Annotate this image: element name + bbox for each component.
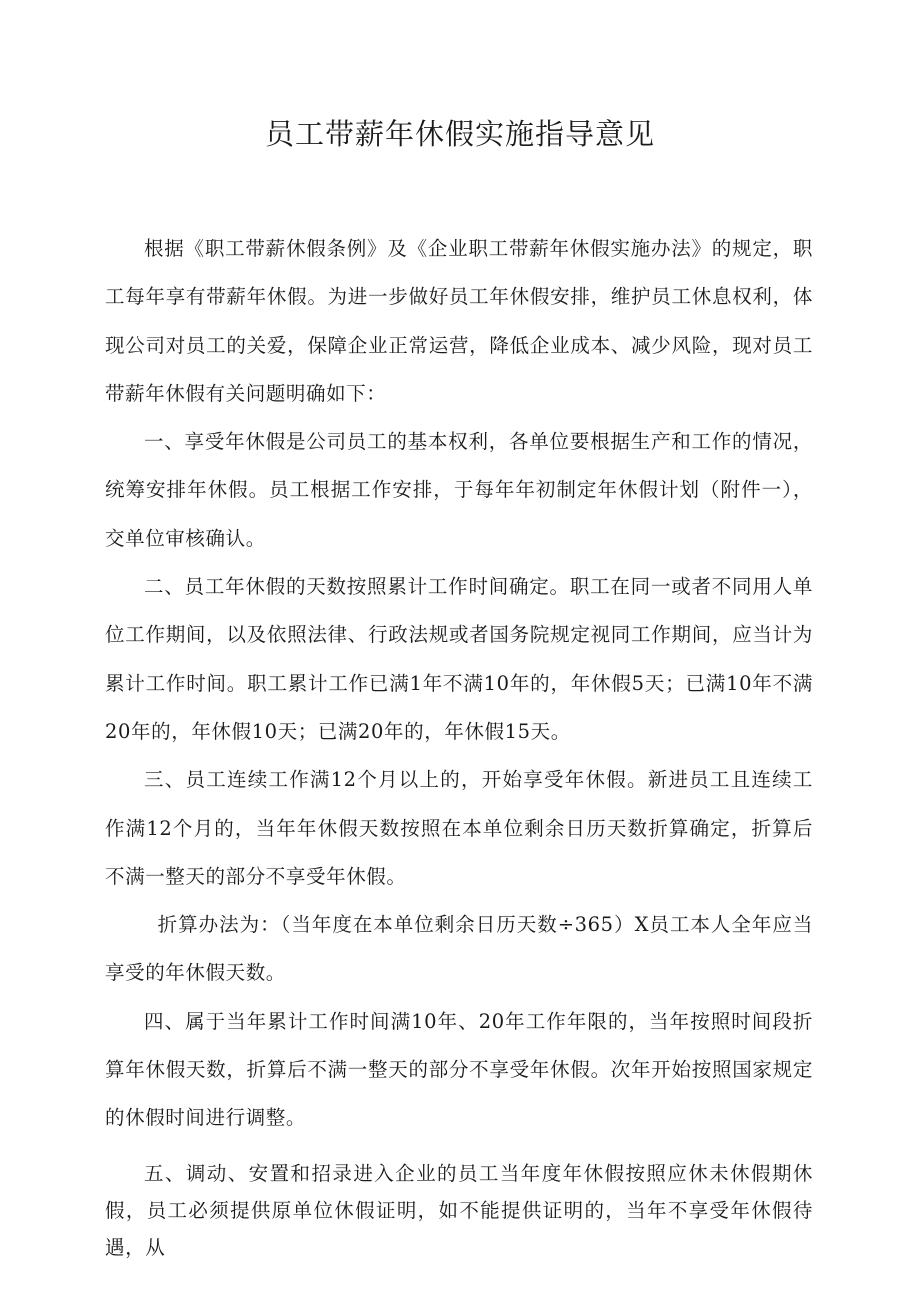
paragraph-clause-5: 五、调动、安置和招录进入企业的员工当年度年休假按照应休未休假期休假，员工必须提供原单位休假证明，如不能提供证明的，当年不享受年休假待遇，从 [105, 1161, 813, 1259]
document-body [105, 225, 813, 1266]
paragraph-intro: 根据《职工带薪休假条例》及《企业职工带薪年休假实施办法》的规定，职工每年享有带薪年休假。为进一步做好员工年休假安排，维护员工休息权利，体现公司对员工的关爱，保障企业正常运营，降低企业成本、减少风险，现对员工带薪年休假有关问题明确如下： [105, 237, 813, 405]
paragraph-clause-4: 四、属于当年累计工作时间满10年、20年工作年限的，当年按照时间段折算年休假天数，折算后不满一整天的部分不享受年休假。次年开始按照国家规定的休假时间进行调整。 [105, 1009, 813, 1130]
paragraph-clause-2: 二、员工年休假的天数按照累计工作时间确定。职工在同一或者不同用人单位工作期间，以及依照法律、行政法规或者国务院规定视同工作期间，应当计为累计工作时间。职工累计工作已满1年不满10年的，年休假5天；已满10年不满20年的，年休假10天；已满20年的，年休假15天。 [105, 575, 813, 743]
document-title: 员工带薪年休假实施指导意见 [264, 117, 655, 151]
paragraph-clause-1: 一、享受年休假是公司员工的基本权利，各单位要根据生产和工作的情况，统筹安排年休假。员工根据工作安排，于每年年初制定年休假计划（附件一），交单位审核确认。 [105, 430, 813, 550]
paragraph-clause-3: 三、员工连续工作满12个月以上的，开始享受年休假。新进员工且连续工作满12个月的，当年年休假天数按照在本单位剩余日历天数折算确定，折算后不满一整天的部分不享受年休假。 [105, 768, 813, 888]
paragraph-formula: 折算办法为：（当年度在本单位剩余日历天数÷365）X员工本人全年应当享受的年休假天数。 [105, 913, 813, 985]
